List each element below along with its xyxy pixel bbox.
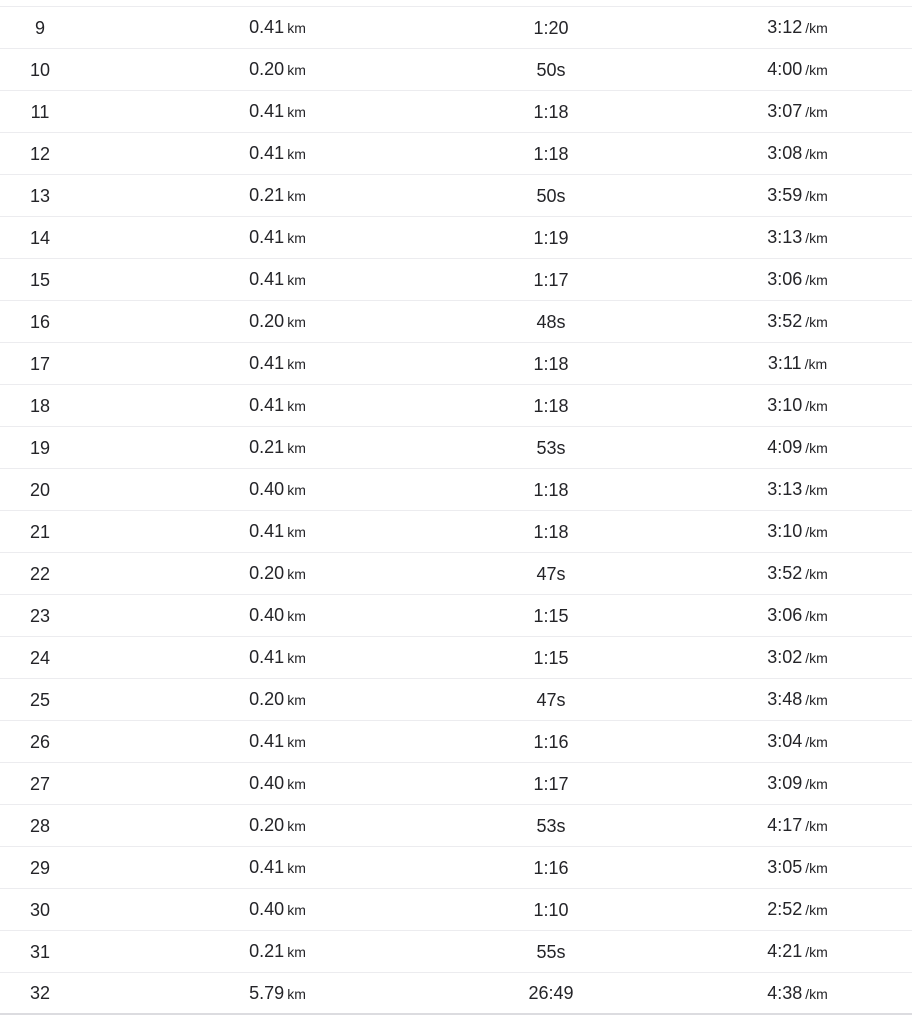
pace-wrap [767, 101, 828, 122]
time-cell: 50s [475, 175, 627, 217]
pace-wrap [767, 731, 828, 752]
split-number-cell: 23 [0, 595, 80, 637]
table-row [0, 301, 912, 343]
distance-unit: km [287, 272, 306, 288]
pace-cell [627, 847, 912, 889]
split-number-cell: 24 [0, 637, 80, 679]
pace-value: 3:48 [767, 689, 803, 709]
pace-value: 3:10 [767, 521, 803, 541]
distance-value: 0.40 [249, 899, 285, 919]
pace-cell [627, 553, 912, 595]
pace-unit: /km [805, 860, 828, 876]
split-number-cell: 10 [0, 49, 80, 91]
table-row [0, 553, 912, 595]
table-row [0, 511, 912, 553]
pace-unit: /km [804, 356, 828, 372]
split-number-cell: 13 [0, 175, 80, 217]
pace-cell [627, 7, 912, 49]
distance-unit: km [287, 356, 306, 372]
distance-value: 0.20 [249, 311, 285, 331]
distance-cell [80, 931, 475, 973]
pace-unit: /km [805, 188, 828, 204]
distance-cell [80, 427, 475, 469]
pace-wrap [767, 773, 828, 794]
distance-cell [80, 343, 475, 385]
distance-cell [80, 763, 475, 805]
pace-wrap [767, 563, 828, 584]
pace-cell [627, 217, 912, 259]
pace-cell [627, 931, 912, 973]
distance-cell [80, 217, 475, 259]
distance-unit: km [287, 776, 306, 792]
distance-value: 0.21 [249, 437, 285, 457]
distance-value: 0.41 [249, 17, 285, 37]
distance-value: 0.41 [249, 269, 285, 289]
distance-unit: km [287, 524, 306, 540]
table-row [0, 175, 912, 217]
distance-cell [80, 637, 475, 679]
splits-table [0, 7, 912, 1015]
pace-wrap [767, 311, 828, 332]
table-row [0, 763, 912, 805]
pace-value: 3:08 [767, 143, 803, 163]
distance-unit: km [287, 818, 306, 834]
distance-cell [80, 679, 475, 721]
split-number-cell: 21 [0, 511, 80, 553]
distance-value: 0.41 [249, 353, 285, 373]
split-number-cell: 15 [0, 259, 80, 301]
pace-value: 4:17 [767, 815, 803, 835]
pace-unit: /km [805, 230, 828, 246]
pace-wrap [767, 17, 828, 38]
distance-cell [80, 49, 475, 91]
time-cell: 1:17 [475, 763, 627, 805]
pace-cell [627, 511, 912, 553]
distance-value: 0.41 [249, 101, 285, 121]
time-cell: 53s [475, 805, 627, 847]
pace-unit: /km [805, 692, 828, 708]
pace-value: 3:13 [767, 227, 803, 247]
pace-value: 3:07 [767, 101, 803, 121]
split-number-cell: 30 [0, 889, 80, 931]
distance-unit: km [287, 650, 306, 666]
pace-value: 3:09 [767, 773, 803, 793]
distance-cell [80, 595, 475, 637]
table-row [0, 7, 912, 49]
table-row [0, 595, 912, 637]
split-number-cell: 27 [0, 763, 80, 805]
split-number-cell: 25 [0, 679, 80, 721]
pace-value: 3:10 [767, 395, 803, 415]
pace-value: 3:05 [767, 857, 803, 877]
split-number-cell: 28 [0, 805, 80, 847]
table-row [0, 973, 912, 1015]
distance-value: 0.20 [249, 59, 285, 79]
distance-unit: km [287, 734, 306, 750]
pace-unit: /km [805, 608, 828, 624]
time-cell: 1:20 [475, 7, 627, 49]
pace-value: 4:09 [767, 437, 803, 457]
distance-cell [80, 301, 475, 343]
table-row [0, 91, 912, 133]
pace-wrap [767, 983, 828, 1004]
pace-value: 4:21 [767, 941, 803, 961]
pace-cell [627, 175, 912, 217]
distance-cell [80, 259, 475, 301]
pace-value: 3:06 [767, 269, 803, 289]
time-cell: 1:16 [475, 721, 627, 763]
distance-value: 0.41 [249, 143, 285, 163]
distance-value: 0.41 [249, 227, 285, 247]
table-row [0, 385, 912, 427]
pace-unit: /km [805, 62, 828, 78]
distance-value: 0.20 [249, 689, 285, 709]
table-row [0, 679, 912, 721]
distance-value: 0.41 [249, 731, 285, 751]
pace-wrap [767, 899, 828, 920]
distance-value: 0.20 [249, 815, 285, 835]
distance-unit: km [287, 188, 306, 204]
split-number-cell: 20 [0, 469, 80, 511]
pace-cell [627, 49, 912, 91]
distance-value: 5.79 [249, 982, 285, 1003]
distance-unit: km [287, 398, 306, 414]
pace-cell [627, 91, 912, 133]
table-row [0, 49, 912, 91]
time-cell: 1:19 [475, 217, 627, 259]
pace-cell [627, 259, 912, 301]
pace-wrap [767, 857, 828, 878]
pace-wrap [768, 353, 827, 374]
table-row [0, 889, 912, 931]
distance-cell [80, 385, 475, 427]
pace-value: 2:52 [767, 899, 803, 919]
distance-value: 0.40 [249, 605, 285, 625]
table-row [0, 259, 912, 301]
pace-wrap [767, 941, 828, 962]
distance-value: 0.21 [249, 185, 285, 205]
distance-unit: km [287, 860, 306, 876]
time-cell: 47s [475, 679, 627, 721]
time-cell: 48s [475, 301, 627, 343]
table-row [0, 133, 912, 175]
distance-cell [80, 553, 475, 595]
split-number-cell: 17 [0, 343, 80, 385]
pace-cell [627, 637, 912, 679]
time-cell: 50s [475, 49, 627, 91]
time-cell: 1:18 [475, 469, 627, 511]
pace-unit: /km [805, 776, 828, 792]
pace-value: 4:38 [767, 982, 803, 1003]
pace-cell [627, 763, 912, 805]
distance-cell [80, 469, 475, 511]
distance-cell [80, 7, 475, 49]
pace-wrap [767, 143, 828, 164]
table-row [0, 721, 912, 763]
pace-wrap [767, 521, 828, 542]
table-row [0, 847, 912, 889]
distance-cell [80, 973, 475, 1015]
pace-unit: /km [805, 20, 828, 36]
distance-unit: km [287, 902, 306, 918]
distance-cell [80, 847, 475, 889]
pace-value: 3:06 [767, 605, 803, 625]
pace-unit: /km [805, 566, 828, 582]
pace-unit: /km [805, 482, 828, 498]
pace-unit: /km [805, 818, 828, 834]
distance-unit: km [287, 985, 306, 1002]
pace-wrap [767, 59, 828, 80]
pace-unit: /km [805, 146, 828, 162]
table-row [0, 637, 912, 679]
time-cell: 55s [475, 931, 627, 973]
pace-value: 4:00 [767, 59, 803, 79]
pace-cell [627, 301, 912, 343]
distance-unit: km [287, 314, 306, 330]
pace-unit: /km [805, 104, 828, 120]
distance-value: 0.40 [249, 773, 285, 793]
pace-unit: /km [805, 902, 828, 918]
table-row [0, 931, 912, 973]
table-row [0, 427, 912, 469]
pace-unit: /km [805, 524, 828, 540]
pace-wrap [767, 479, 828, 500]
pace-unit: /km [805, 734, 828, 750]
distance-cell [80, 721, 475, 763]
pace-cell [627, 679, 912, 721]
pace-cell [627, 889, 912, 931]
distance-value: 0.21 [249, 941, 285, 961]
pace-wrap [767, 269, 828, 290]
pace-cell [627, 343, 912, 385]
pace-cell [627, 427, 912, 469]
pace-unit: /km [805, 650, 828, 666]
table-row [0, 217, 912, 259]
distance-cell [80, 175, 475, 217]
table-top-divider [0, 0, 912, 7]
time-cell: 1:15 [475, 595, 627, 637]
split-number-cell: 29 [0, 847, 80, 889]
distance-value: 0.20 [249, 563, 285, 583]
time-cell: 1:16 [475, 847, 627, 889]
time-cell: 1:18 [475, 511, 627, 553]
table-row [0, 805, 912, 847]
distance-unit: km [287, 104, 306, 120]
distance-cell [80, 91, 475, 133]
split-number-cell: 11 [0, 91, 80, 133]
distance-unit: km [287, 62, 306, 78]
pace-wrap [767, 815, 828, 836]
time-cell: 26:49 [475, 973, 627, 1015]
time-cell: 1:17 [475, 259, 627, 301]
pace-value: 3:12 [767, 17, 803, 37]
pace-cell [627, 385, 912, 427]
pace-wrap [767, 689, 828, 710]
distance-unit: km [287, 692, 306, 708]
pace-unit: /km [805, 440, 828, 456]
time-cell: 47s [475, 553, 627, 595]
split-number-cell: 9 [0, 7, 80, 49]
pace-unit: /km [805, 985, 828, 1002]
pace-wrap [767, 227, 828, 248]
pace-cell [627, 805, 912, 847]
distance-unit: km [287, 146, 306, 162]
pace-unit: /km [805, 272, 828, 288]
split-number-cell: 32 [0, 973, 80, 1015]
distance-unit: km [287, 608, 306, 624]
pace-cell [627, 133, 912, 175]
time-cell: 1:18 [475, 343, 627, 385]
table-row [0, 469, 912, 511]
distance-value: 0.41 [249, 647, 285, 667]
pace-cell [627, 973, 912, 1015]
distance-unit: km [287, 20, 306, 36]
pace-wrap [767, 395, 828, 416]
split-number-cell: 22 [0, 553, 80, 595]
pace-wrap [767, 647, 828, 668]
time-cell: 1:18 [475, 385, 627, 427]
pace-unit: /km [805, 398, 828, 414]
table-row [0, 343, 912, 385]
pace-value: 3:13 [767, 479, 803, 499]
pace-unit: /km [805, 944, 828, 960]
time-cell: 1:18 [475, 91, 627, 133]
distance-cell [80, 133, 475, 175]
distance-value: 0.41 [249, 521, 285, 541]
pace-unit: /km [805, 314, 828, 330]
pace-cell [627, 469, 912, 511]
split-number-cell: 31 [0, 931, 80, 973]
distance-cell [80, 805, 475, 847]
pace-wrap [767, 437, 828, 458]
distance-unit: km [287, 230, 306, 246]
split-number-cell: 16 [0, 301, 80, 343]
pace-cell [627, 595, 912, 637]
distance-unit: km [287, 440, 306, 456]
split-number-cell: 18 [0, 385, 80, 427]
distance-value: 0.41 [249, 395, 285, 415]
pace-value: 3:04 [767, 731, 803, 751]
pace-wrap [767, 185, 828, 206]
distance-value: 0.40 [249, 479, 285, 499]
pace-value: 3:52 [767, 311, 803, 331]
split-number-cell: 12 [0, 133, 80, 175]
pace-value: 3:11 [767, 353, 802, 373]
time-cell: 1:18 [475, 133, 627, 175]
split-number-cell: 26 [0, 721, 80, 763]
distance-unit: km [287, 944, 306, 960]
pace-value: 3:59 [767, 185, 803, 205]
distance-cell [80, 889, 475, 931]
pace-value: 3:02 [767, 647, 803, 667]
distance-unit: km [287, 482, 306, 498]
pace-cell [627, 721, 912, 763]
pace-wrap [767, 605, 828, 626]
split-number-cell: 19 [0, 427, 80, 469]
time-cell: 1:10 [475, 889, 627, 931]
time-cell: 1:15 [475, 637, 627, 679]
distance-cell [80, 511, 475, 553]
pace-value: 3:52 [767, 563, 803, 583]
split-number-cell: 14 [0, 217, 80, 259]
distance-unit: km [287, 566, 306, 582]
distance-value: 0.41 [249, 857, 285, 877]
splits-table-body [0, 7, 912, 1014]
time-cell: 53s [475, 427, 627, 469]
